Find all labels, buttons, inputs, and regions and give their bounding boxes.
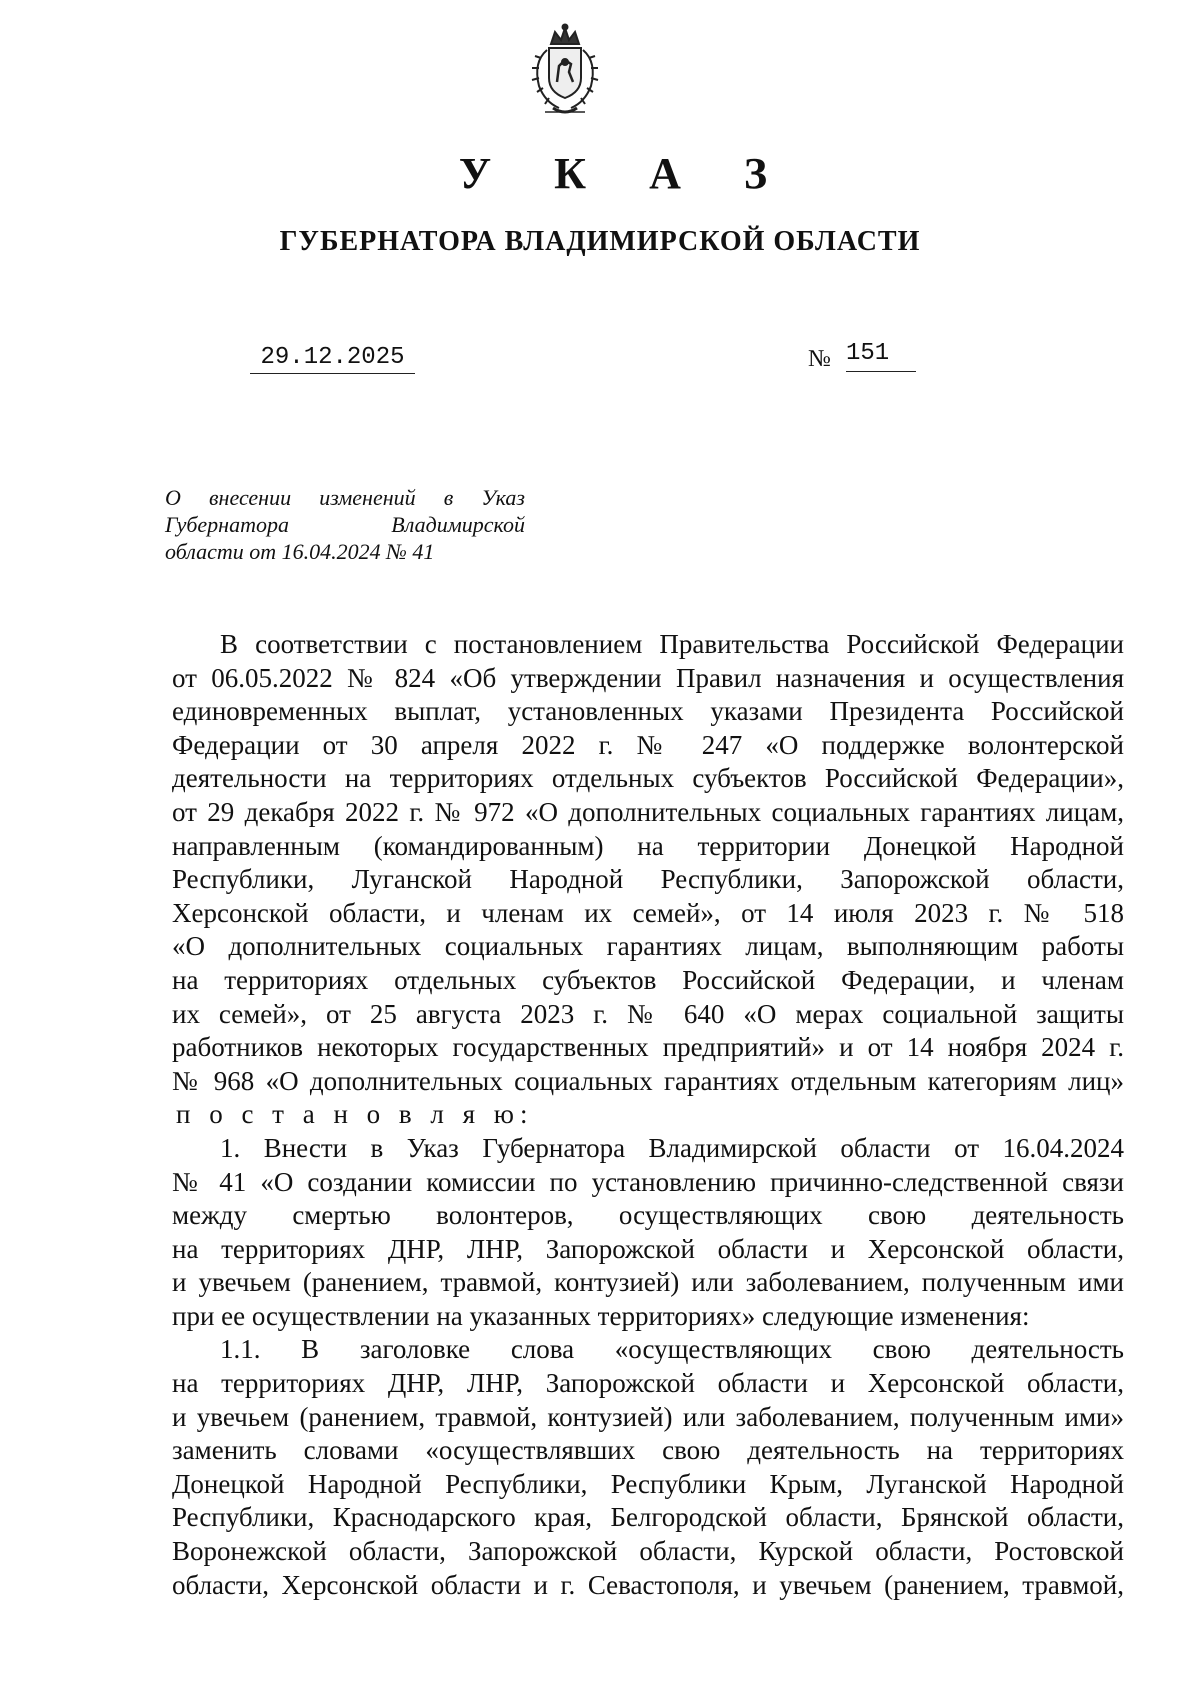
- body-line: № 41 «О создании комиссии по установлению причинно-следственной связи: [172, 1166, 1124, 1197]
- body-line: Федерации от 30 апреля 2022 г. № 247 «О поддержке волонтерской: [172, 729, 1124, 760]
- body-line: на территориях ДНР, ЛНР, Запорожской области и Херсонской области,: [172, 1233, 1124, 1264]
- body-line: их семей», от 25 августа 2023 г. № 640 «О мерах социальной защиты: [172, 998, 1124, 1029]
- subject-line: Губернатора Владимирской: [165, 512, 525, 537]
- decree-issuer: ГУБЕРНАТОРА ВЛАДИМИРСКОЙ ОБЛАСТИ: [279, 226, 921, 257]
- decree-title: У К А З: [458, 149, 794, 198]
- body-line: 1. Внести в Указ Губернатора Владимирской области от 16.04.2024: [220, 1132, 1124, 1163]
- body-line: области, Херсонской области и г. Севастополя, и увечьем (ранением, травмой,: [172, 1569, 1124, 1600]
- body-line: работников некоторых государственных предприятий» и от 14 ноября 2024 г.: [172, 1032, 1124, 1063]
- body-line: В соответствии с постановлением Правительства Российской Федерации: [220, 629, 1124, 659]
- body-line: при ее осуществлении на указанных территориях» следующие изменения:: [172, 1300, 1030, 1331]
- number-label: №: [808, 346, 831, 372]
- body-line: Республики, Луганской Народной Республики, Запорожской области,: [172, 864, 1124, 895]
- resolution-word: п о с т а н о в л я ю:: [176, 1099, 534, 1130]
- body-line: № 968 «О дополнительных социальных гарантиях отдельным категориям лиц»: [172, 1065, 1124, 1096]
- body-line: на территориях ДНР, ЛНР, Запорожской области и Херсонской области,: [172, 1368, 1124, 1399]
- body-line: единовременных выплат, установленных указами Президента Российской: [172, 696, 1124, 727]
- coat-of-arms-icon: [525, 22, 605, 120]
- body-line: 1.1. В заголовке слова «осуществляющих свою деятельность: [220, 1334, 1124, 1365]
- decree-number: 151: [846, 340, 916, 372]
- body-line: и увечьем (ранением, травмой, контузией) или заболеванием, полученным ими: [172, 1267, 1124, 1298]
- body-line: Донецкой Народной Республики, Республики Крым, Луганской Народной: [172, 1468, 1124, 1499]
- body-line: между смертью волонтеров, осуществляющих свою деятельность: [172, 1200, 1124, 1231]
- decree-subject: [165, 484, 525, 565]
- body-line: и увечьем (ранением, травмой, контузией) или заболеванием, полученным ими»: [172, 1401, 1124, 1432]
- body-line: на территориях отдельных субъектов Российской Федерации, и членам: [172, 964, 1124, 995]
- subject-line: О внесении изменений в Указ: [165, 485, 525, 510]
- body-line: от 06.05.2022 № 824 «Об утверждении Правил назначения и осуществления: [172, 662, 1124, 693]
- body-line: Воронежской области, Запорожской области, Курской области, Ростовской: [172, 1536, 1124, 1567]
- subject-line: области от 16.04.2024 № 41: [165, 539, 435, 564]
- decree-date: 29.12.2025: [250, 344, 415, 374]
- body-line: «О дополнительных социальных гарантиях лицам, выполняющим работы: [172, 931, 1124, 962]
- body-line: от 29 декабря 2022 г. № 972 «О дополнительных социальных гарантиях лицам,: [172, 796, 1124, 827]
- body-line: направленным (командированным) на территории Донецкой Народной: [172, 830, 1124, 861]
- decree-body: [172, 628, 1124, 1602]
- body-line: деятельности на территориях отдельных субъектов Российской Федерации»,: [172, 763, 1124, 794]
- body-line: Республики, Краснодарского края, Белгородской области, Брянской области,: [172, 1502, 1124, 1533]
- body-line: заменить словами «осуществлявших свою деятельность на территориях: [172, 1435, 1124, 1466]
- body-line: Херсонской области, и членам их семей», от 14 июля 2023 г. № 518: [172, 897, 1124, 928]
